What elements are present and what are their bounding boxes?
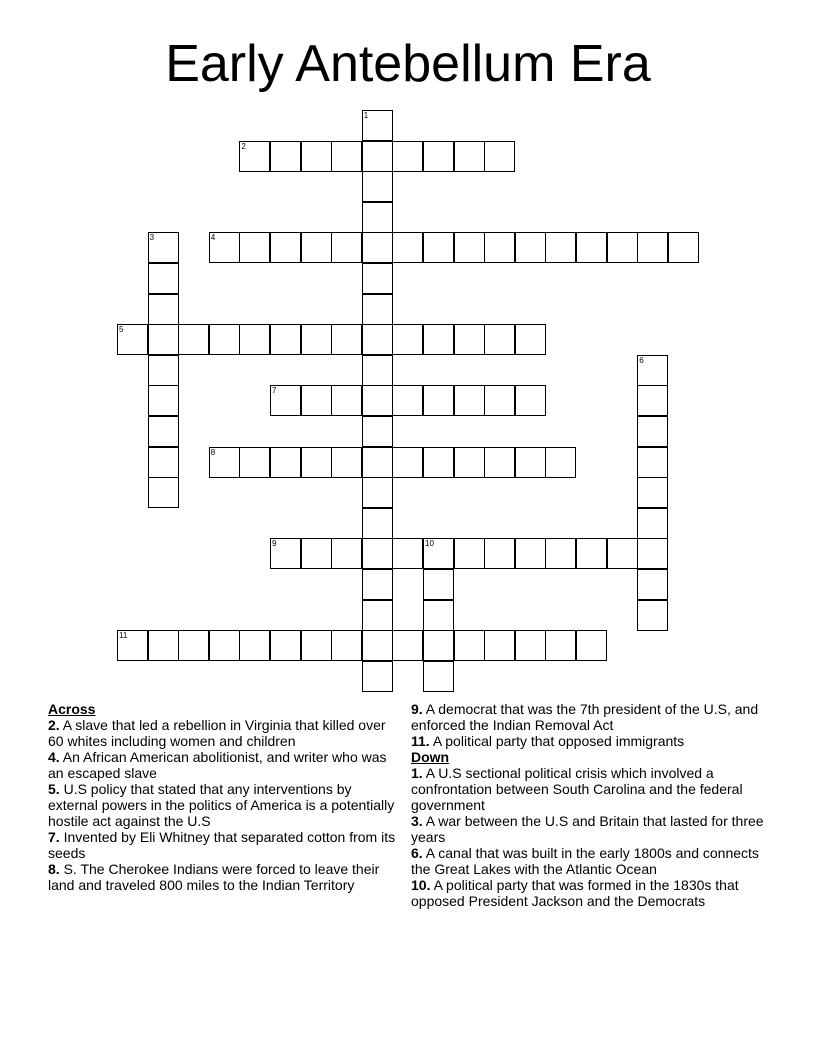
clue-column-right [411,701,781,909]
grid-cell[interactable] [148,385,179,416]
grid-cell[interactable] [178,324,209,355]
clue-across-9 [411,701,781,733]
across-heading: Across [48,701,96,717]
grid-cell[interactable] [362,538,393,569]
clue-down-10 [411,877,781,909]
clue-down-1 [411,765,781,813]
clue-number-label: 6 [639,355,644,365]
grid-cell[interactable] [454,141,485,172]
grid-cell[interactable] [484,324,515,355]
clue-across-2 [48,717,398,749]
grid-cell[interactable] [270,232,301,263]
clue-number: 2. [48,717,60,733]
grid-cell[interactable] [362,508,393,539]
grid-cell[interactable] [239,324,270,355]
clue-number-label: 3 [149,233,155,243]
grid-cell[interactable] [607,232,638,263]
grid-cell[interactable] [362,661,393,692]
clue-number: 9. [411,701,423,717]
grid-cell[interactable] [484,385,515,416]
clue-number-label: 5 [119,325,124,335]
clue-number-label: 4 [210,233,216,243]
grid-cell[interactable] [392,385,423,416]
grid-cell[interactable] [545,630,576,661]
grid-cell[interactable] [209,447,240,478]
grid-cell[interactable] [637,477,668,508]
grid-cell[interactable] [301,324,332,355]
grid-cell[interactable] [454,324,485,355]
grid-cell[interactable] [148,630,179,661]
grid-cell[interactable] [515,232,546,263]
grid-cell[interactable] [362,385,393,416]
grid-cell[interactable] [607,538,638,569]
grid-cell[interactable] [423,569,454,600]
grid-cell[interactable] [423,324,454,355]
grid-cell[interactable] [362,630,393,661]
grid-cell[interactable] [362,171,393,202]
grid-cell[interactable] [637,569,668,600]
grid-cell[interactable] [484,538,515,569]
grid-cell[interactable] [454,630,485,661]
clue-text: S. The Cherokee Indians were forced to leave their land and traveled 800 miles to the Indian Territory [48,861,380,893]
clue-number-label: 11 [119,631,128,641]
clue-text: A democrat that was the 7th president of the U.S, and enforced the Indian Removal Act [411,701,759,733]
grid-cell[interactable] [270,385,301,416]
grid-cell[interactable] [637,232,668,263]
grid-cell[interactable] [301,385,332,416]
grid-cell[interactable] [362,416,393,447]
clue-down-6 [411,845,781,877]
grid-cell[interactable] [148,232,179,263]
clue-number: 1. [411,765,423,781]
grid-cell[interactable] [484,141,515,172]
clue-number: 4. [48,749,60,765]
grid-cell[interactable] [515,447,546,478]
grid-cell[interactable] [362,600,393,631]
grid-cell[interactable] [576,232,607,263]
grid-cell[interactable] [423,447,454,478]
grid-cell[interactable] [239,447,270,478]
grid-cell[interactable] [545,538,576,569]
grid-cell[interactable] [484,447,515,478]
grid-cell[interactable] [209,232,240,263]
grid-cell[interactable] [148,324,179,355]
grid-cell[interactable] [454,232,485,263]
grid-cell[interactable] [362,263,393,294]
grid-cell[interactable] [239,630,270,661]
clue-column-left [48,701,398,893]
grid-cell[interactable] [362,294,393,325]
clue-across-5 [48,781,398,829]
grid-cell[interactable] [515,630,546,661]
clue-across-8 [48,861,398,893]
grid-cell[interactable] [301,447,332,478]
down-heading: Down [411,749,450,765]
grid-cell[interactable] [545,447,576,478]
grid-cell[interactable] [362,202,393,233]
clue-number-label: 10 [425,539,434,549]
clue-text: A war between the U.S and Britain that lasted for three years [411,813,764,845]
grid-cell[interactable] [270,324,301,355]
grid-cell[interactable] [117,324,148,355]
grid-cell[interactable] [392,447,423,478]
clue-across-4 [48,749,398,781]
grid-cell[interactable] [392,232,423,263]
clue-number: 11. [411,733,430,749]
grid-cell[interactable] [209,324,240,355]
grid-cell[interactable] [454,447,485,478]
grid-cell[interactable] [148,294,179,325]
grid-cell[interactable] [362,477,393,508]
grid-cell[interactable] [423,630,454,661]
clue-text: A U.S sectional political crisis which involved a confrontation between South Carolina and the federal government [411,765,743,813]
grid-cell[interactable] [148,416,179,447]
grid-cell[interactable] [423,600,454,631]
grid-cell[interactable] [454,538,485,569]
grid-cell[interactable] [362,569,393,600]
grid-cell[interactable] [637,355,668,386]
grid-cell[interactable] [331,141,362,172]
grid-cell[interactable] [331,324,362,355]
grid-cell[interactable] [637,416,668,447]
grid-cell[interactable] [392,538,423,569]
grid-cell[interactable] [423,661,454,692]
grid-cell[interactable] [148,477,179,508]
grid-cell[interactable] [515,385,546,416]
grid-cell[interactable] [301,141,332,172]
grid-cell[interactable] [331,538,362,569]
grid-cell[interactable] [301,538,332,569]
grid-cell[interactable] [331,385,362,416]
clue-text: A canal that was built in the early 1800s and connects the Great Lakes with the Atlantic Ocean [411,845,759,877]
clue-number: 5. [48,781,60,797]
grid-cell[interactable] [484,630,515,661]
grid-cell[interactable] [423,141,454,172]
grid-cell[interactable] [270,630,301,661]
clue-text: An African American abolitionist, and writer who was an escaped slave [48,749,387,781]
grid-cell[interactable] [148,447,179,478]
grid-cell[interactable] [454,385,485,416]
grid-cell[interactable] [637,385,668,416]
clue-number-label: 2 [241,141,246,151]
grid-cell[interactable] [362,141,393,172]
clue-across-7 [48,829,398,861]
grid-cell[interactable] [392,630,423,661]
grid-cell[interactable] [515,538,546,569]
grid-cell[interactable] [301,630,332,661]
grid-cell[interactable] [576,538,607,569]
clue-text: A political party that opposed immigrants [429,733,685,749]
clue-number: 6. [411,845,423,861]
grid-cell[interactable] [301,232,332,263]
grid-cell[interactable] [637,508,668,539]
grid-cell[interactable] [239,141,270,172]
grid-cell[interactable] [392,141,423,172]
grid-cell[interactable] [270,538,301,569]
grid-cell[interactable] [576,630,607,661]
clue-number: 7. [48,829,60,845]
clue-number-label: 1 [363,111,369,120]
grid-cell[interactable] [209,630,240,661]
grid-cell[interactable] [423,385,454,416]
grid-cell[interactable] [148,355,179,386]
clue-text: A political party that was formed in the 1830s that opposed President Jackson and the Democrats [411,877,739,909]
clue-number-label: 8 [210,447,216,457]
grid-cell[interactable] [515,324,546,355]
grid-cell[interactable] [392,324,423,355]
clue-down-3 [411,813,781,845]
grid-cell[interactable] [270,141,301,172]
clue-text: A slave that led a rebellion in Virginia that killed over 60 whites including women and children [48,717,386,749]
grid-cell[interactable] [270,447,301,478]
clue-number-label: 9 [272,539,277,549]
clue-number: 10. [411,877,431,893]
clue-across-11 [411,733,781,749]
grid-cell[interactable] [362,355,393,386]
clue-number: 3. [411,813,423,829]
grid-cell[interactable] [637,600,668,631]
grid-cell[interactable] [668,232,699,263]
grid-cell[interactable] [362,110,393,141]
grid-cell[interactable] [148,263,179,294]
page-title: Early Antebellum Era [165,35,651,93]
grid-cell[interactable] [545,232,576,263]
grid-cell[interactable] [331,447,362,478]
grid-cell[interactable] [362,447,393,478]
grid-cell[interactable] [331,630,362,661]
grid-cell[interactable] [117,630,148,661]
grid-cell[interactable] [362,324,393,355]
clue-number-label: 7 [272,386,277,396]
grid-cell[interactable] [637,447,668,478]
grid-cell[interactable] [331,232,362,263]
clue-text: U.S policy that stated that any interventions by external powers in the politics of America is a potentially hostile act against the U.S [48,781,395,829]
grid-cell[interactable] [423,538,454,569]
grid-cell[interactable] [423,232,454,263]
grid-cell[interactable] [239,232,270,263]
clue-text: Invented by Eli Whitney that separated cotton from its seeds [48,829,396,861]
grid-cell[interactable] [637,538,668,569]
grid-cell[interactable] [178,630,209,661]
clue-number: 8. [48,861,60,877]
grid-cell[interactable] [484,232,515,263]
grid-cell[interactable] [362,232,393,263]
